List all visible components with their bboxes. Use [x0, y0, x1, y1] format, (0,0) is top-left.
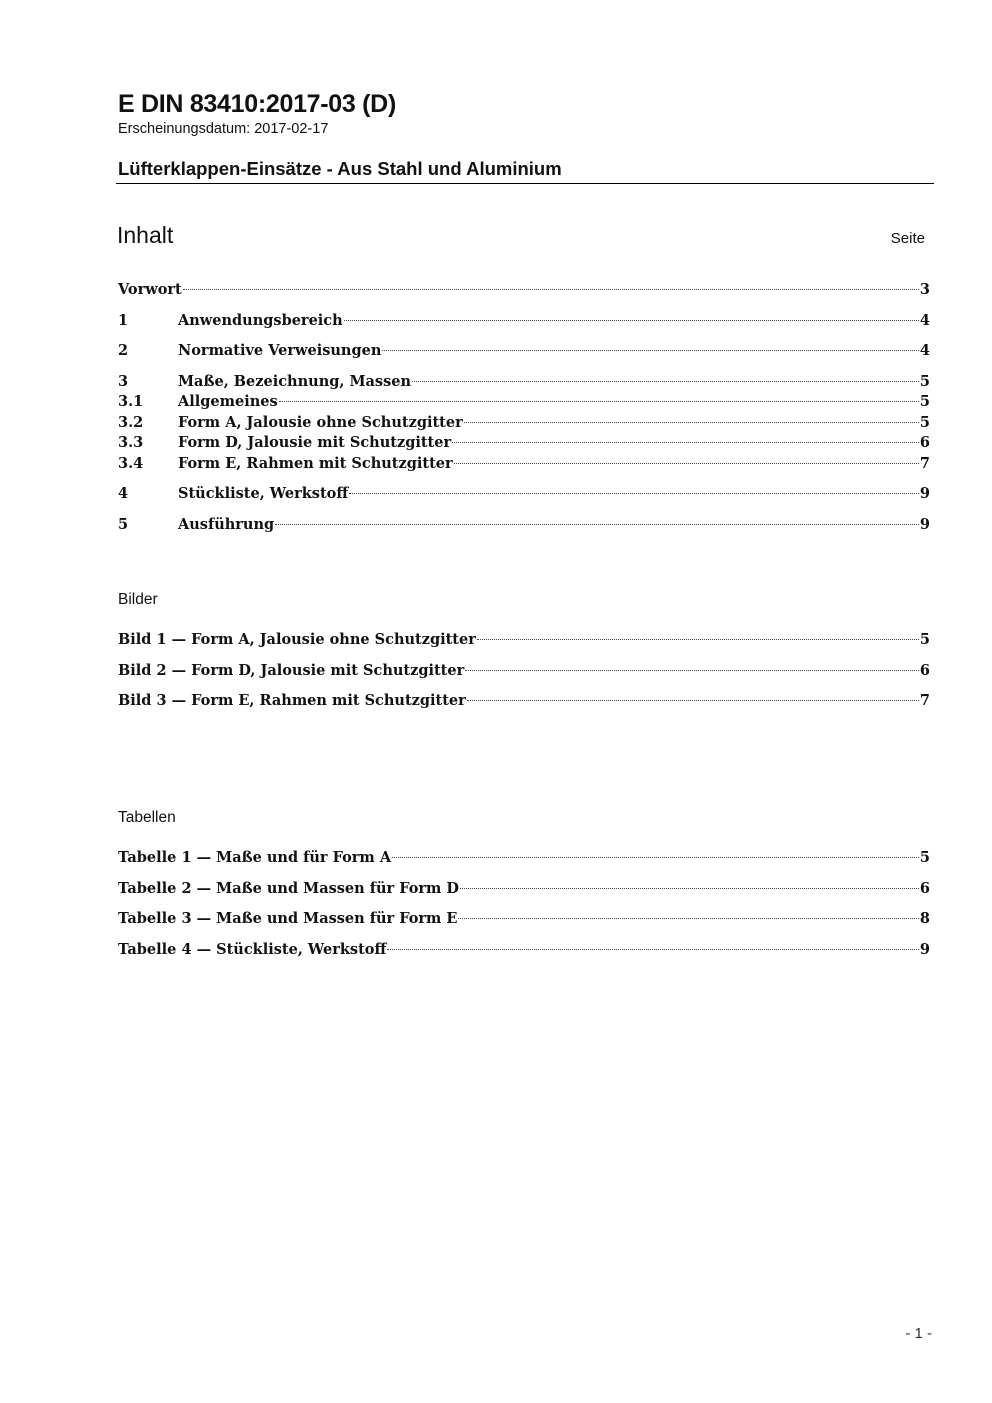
table-entry-1[interactable] [118, 848, 930, 869]
toc-entry-number: 4 [118, 485, 129, 502]
toc-entry-text: Ausführung [178, 515, 275, 533]
toc-leader [349, 493, 919, 494]
toc-leader [477, 639, 919, 640]
table-entry-text: Tabelle 3 — Maße und Massen für Form E [118, 910, 458, 927]
page-number: - 1 - [905, 1325, 932, 1342]
toc-entry-text: Form D, Jalousie mit Schutzgitter [178, 434, 452, 451]
toc-entry-2[interactable] [118, 341, 930, 362]
toc-entry-page: 4 [919, 342, 930, 359]
toc-entry-number: 2 [118, 342, 129, 359]
figures-list [118, 630, 930, 712]
toc-entry-text: Form E, Rahmen mit Schutzgitter [178, 454, 453, 472]
contents-heading: Inhalt [117, 222, 174, 248]
toc-leader [387, 949, 919, 950]
table-entry-page: 9 [919, 940, 930, 958]
table-entry-4[interactable] [118, 940, 930, 961]
toc-entry-3[interactable] [118, 372, 930, 393]
title-divider [116, 183, 934, 184]
toc-entry-number: 1 [118, 311, 129, 329]
toc-leader [454, 463, 919, 464]
toc-entry-page: 5 [919, 393, 930, 410]
figure-entry-text: Bild 1 — Form A, Jalousie ohne Schutzgitter [118, 631, 476, 648]
figure-entry-3[interactable] [118, 691, 930, 712]
table-entry-text: Tabelle 4 — Stückliste, Werkstoff [118, 940, 387, 958]
toc-entry-number: 3 [118, 372, 129, 390]
toc-leader [465, 670, 919, 671]
toc-leader [467, 700, 919, 701]
toc-leader [382, 350, 919, 351]
toc-entry-text: Anwendungsbereich [178, 311, 343, 329]
page-column-label: Seite [890, 230, 925, 247]
table-entry-page: 6 [919, 879, 930, 897]
toc-entry-text: Form A, Jalousie ohne Schutzgitter [178, 413, 463, 431]
toc-entry-page: 9 [919, 485, 930, 502]
figures-heading: Bilder [118, 591, 158, 608]
figure-entry-text: Bild 3 — Form E, Rahmen mit Schutzgitter [118, 692, 466, 709]
toc-entry-5[interactable] [118, 515, 930, 536]
toc-entry-text: Normative Verweisungen [178, 342, 382, 359]
toc-leader [344, 320, 919, 321]
figure-entry-page: 6 [919, 661, 930, 679]
toc-entry-number: 5 [118, 515, 129, 533]
publication-date: Erscheinungsdatum: 2017-02-17 [118, 121, 329, 137]
toc-leader [183, 289, 919, 290]
figure-entry-2[interactable] [118, 661, 930, 682]
toc-entry-3-4[interactable] [118, 454, 930, 475]
toc-entry-page: 9 [919, 515, 930, 533]
document-id: E DIN 83410:2017-03 (D) [118, 90, 396, 118]
toc-entry-text: Vorwort [118, 281, 182, 298]
toc-entry-4[interactable] [118, 484, 930, 505]
toc-entry-3-1[interactable] [118, 392, 930, 413]
toc-entry-number: 3.2 [118, 413, 144, 431]
toc-leader [452, 442, 919, 443]
toc-leader [412, 381, 919, 382]
toc-entry-text: Stückliste, Werkstoff [178, 485, 349, 502]
table-entry-3[interactable] [118, 909, 930, 930]
toc-entry-number: 3.1 [118, 393, 144, 410]
toc-entry-text: Allgemeines [178, 393, 278, 410]
toc-entry-text: Maße, Bezeichnung, Massen [178, 372, 412, 390]
toc-leader [279, 401, 919, 402]
table-entry-page: 8 [919, 910, 930, 927]
toc-entry-page: 6 [919, 434, 930, 451]
document-title: Lüfterklappen-Einsätze - Aus Stahl und Aluminium [118, 158, 562, 179]
toc-entry-page: 5 [919, 413, 930, 431]
figure-entry-text: Bild 2 — Form D, Jalousie mit Schutzgitter [118, 661, 465, 679]
toc-entry-page: 4 [919, 311, 930, 329]
table-entry-text: Tabelle 2 — Maße und Massen für Form D [118, 879, 459, 897]
tables-heading: Tabellen [118, 809, 176, 826]
toc-entry-1[interactable] [118, 311, 930, 332]
toc-entry-vorwort[interactable] [118, 280, 930, 301]
toc-entry-number: 3.3 [118, 434, 144, 451]
toc-leader [464, 422, 919, 423]
toc-leader [458, 918, 918, 919]
toc-entry-3-2[interactable] [118, 413, 930, 434]
tables-list [118, 848, 930, 960]
toc-leader [275, 524, 919, 525]
figure-entry-page: 5 [919, 631, 930, 648]
toc-entry-page: 5 [919, 372, 930, 390]
toc-entry-page: 3 [919, 281, 930, 298]
toc-entry-number: 3.4 [118, 454, 144, 472]
toc-entry-3-3[interactable] [118, 433, 930, 454]
table-entry-2[interactable] [118, 879, 930, 900]
figure-entry-page: 7 [919, 692, 930, 709]
toc-leader [460, 888, 919, 889]
figure-entry-1[interactable] [118, 630, 930, 651]
toc-leader [392, 857, 919, 858]
toc-entry-page: 7 [919, 454, 930, 472]
table-entry-page: 5 [919, 849, 930, 866]
table-entry-text: Tabelle 1 — Maße und für Form A [118, 849, 392, 866]
toc-list [118, 280, 930, 535]
